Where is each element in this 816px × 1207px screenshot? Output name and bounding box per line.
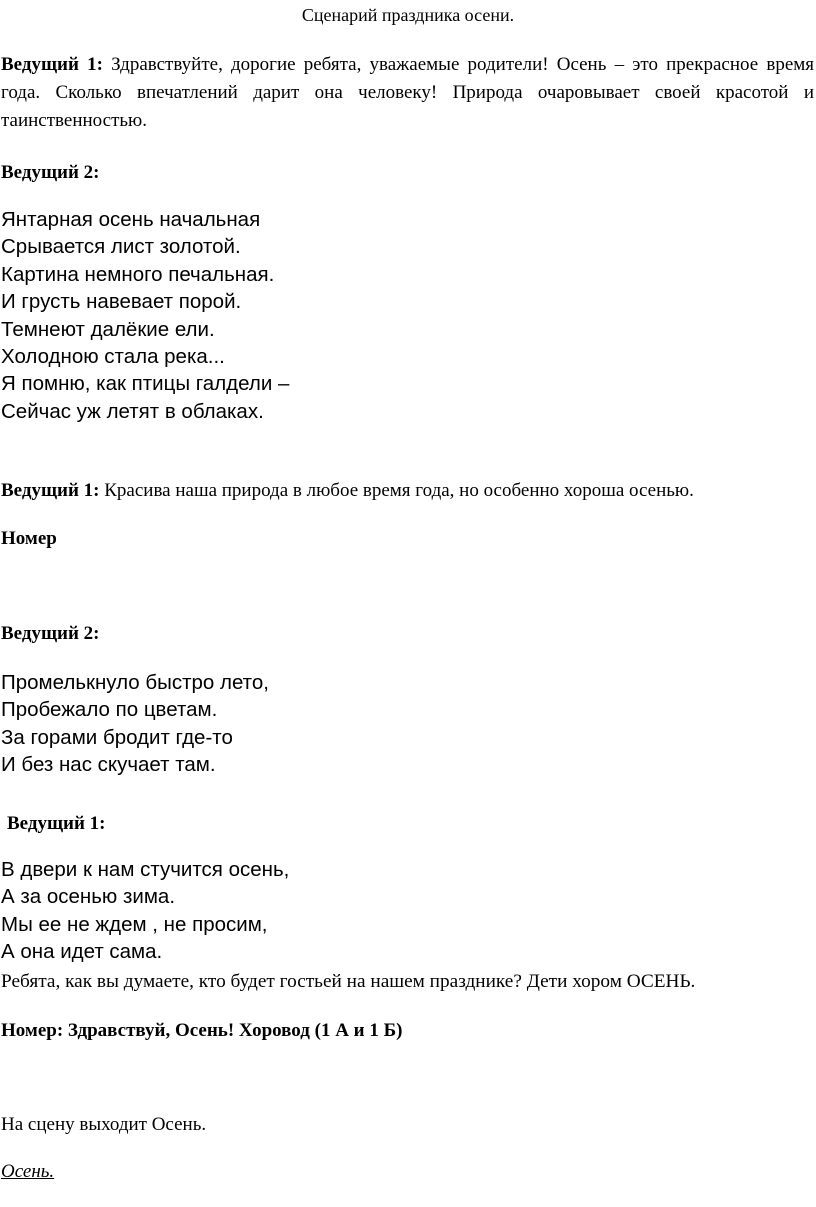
speaker-label-host2: Ведущий 2: bbox=[1, 162, 100, 183]
poem-autumn-knocks bbox=[1, 856, 289, 966]
poem-line: Промелькнуло быстро лето, bbox=[1, 671, 269, 694]
performance-number-round-dance: Номер: Здравствуй, Осень! Хоровод (1 А и 1 Б) bbox=[1, 1020, 403, 1041]
poem-line: Холодною стала река... bbox=[1, 345, 225, 369]
poem-summer bbox=[1, 669, 269, 779]
speaker-label-host2: Ведущий 2: bbox=[1, 623, 100, 644]
character-label-autumn: Осень. bbox=[1, 1161, 55, 1182]
poem-line: Сейчас уж летят в облаках. bbox=[1, 399, 264, 423]
paragraph-text: Красива наша природа в любое время года, но особенно хороша осенью. bbox=[104, 480, 694, 501]
poem-line: Пробежало по цветам. bbox=[1, 698, 218, 722]
poem-amber-autumn bbox=[1, 206, 289, 425]
poem-line: А за осенью зима. bbox=[1, 885, 176, 909]
speaker-label: Ведущий 1: bbox=[1, 54, 103, 75]
poem-line: Янтарная осень начальная bbox=[1, 208, 261, 231]
performance-number-label: Номер bbox=[1, 528, 57, 549]
poem-line: Срывается лист золотой. bbox=[1, 235, 241, 259]
document-title: Сценарий праздника осени. bbox=[301, 5, 515, 25]
paragraph-text: Здравствуйте, дорогие ребята, уважаемые родители! Осень – это прекрасное время года. Сколько впечатлений дарит она человеку! Природа очаровывает своей красотой и таинственностью. bbox=[1, 54, 815, 131]
poem-line: За горами бродит где-то bbox=[1, 725, 233, 749]
poem-line: И без нас скучает там. bbox=[1, 753, 216, 777]
poem-line: В двери к нам стучится осень, bbox=[1, 858, 290, 881]
stage-direction: На сцену выходит Осень. bbox=[1, 1114, 207, 1135]
poem-line: Я помню, как птицы галдели – bbox=[1, 372, 290, 396]
speaker-label: Ведущий 1: bbox=[1, 480, 100, 501]
poem-line: Картина немного печальная. bbox=[1, 262, 275, 286]
question-to-children: Ребята, как вы думаете, кто будет гостьей на нашем празднике? Дети хором ОСЕНЬ. bbox=[1, 971, 696, 992]
poem-line: Темнеют далёкие ели. bbox=[1, 317, 215, 341]
poem-line: И грусть навевает порой. bbox=[1, 290, 242, 314]
speaker-label-host1: Ведущий 1: bbox=[7, 813, 106, 834]
poem-line: Мы ее не ждем , не просим, bbox=[1, 912, 268, 936]
poem-line: А она идет сама. bbox=[1, 940, 163, 964]
paragraph-host1-greeting bbox=[1, 51, 814, 135]
paragraph-host1-nature bbox=[1, 479, 694, 503]
